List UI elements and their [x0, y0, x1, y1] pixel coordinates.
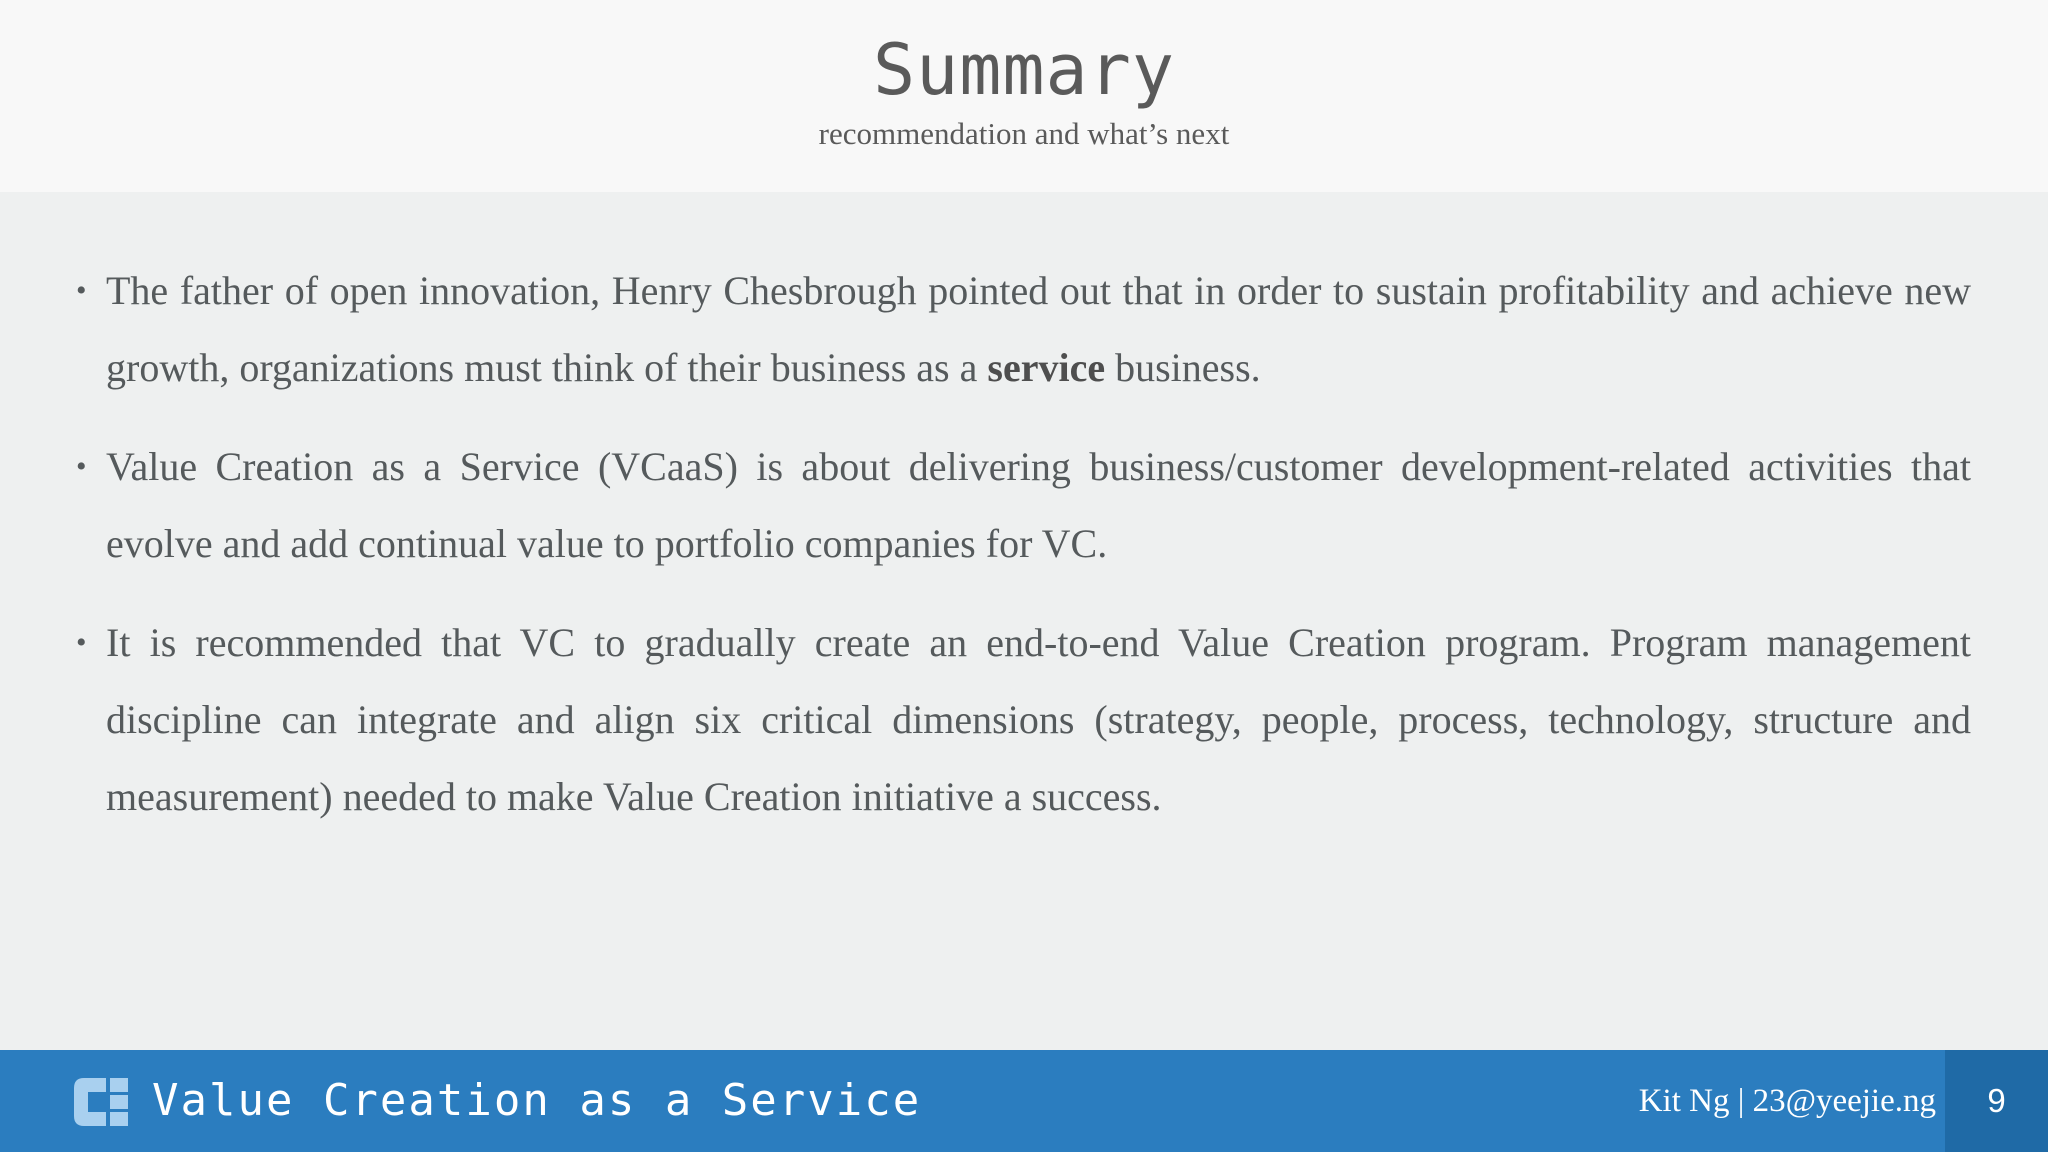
page-number: 9 — [1945, 1050, 2048, 1152]
bullet-list — [76, 252, 1971, 857]
bullet-text-part: business. — [1105, 345, 1261, 390]
bullet-text: It is recommended that VC to gradually create an end-to-end Value Creation program. Program management discipline can integrate and align six critical dimensions (strategy, people, process, technology, structure and measurement) needed to make Value Creation initiative a success. — [106, 620, 1971, 819]
footer-author: Kit Ng | 23@yeejie.ng — [1638, 1083, 1936, 1119]
slide-title: Summary — [872, 29, 1175, 111]
bullet-item-vcaas — [76, 428, 1971, 582]
bullet-bold-word: service — [987, 345, 1106, 390]
bullet-item-recommendation — [76, 604, 1971, 835]
slide-header — [0, 0, 2048, 192]
bullet-text — [106, 268, 1971, 390]
bullet-dot: • — [76, 450, 87, 483]
vc-logo-icon — [74, 1078, 128, 1126]
slide-footer — [0, 1050, 2048, 1152]
bullet-text-part: The father of open innovation, Henry Chesbrough pointed out that in order to sustain profitability and achieve new growth, organizations must think of their business as a — [106, 268, 1971, 390]
footer-title: Value Creation as a Service — [152, 1075, 922, 1126]
bullet-dot: • — [76, 626, 87, 659]
bullet-dot: • — [76, 274, 87, 307]
bullet-text: Value Creation as a Service (VCaaS) is about delivering business/customer development-related activities that evolve and add continual value to portfolio companies for VC. — [106, 444, 1971, 566]
bullet-item-open-innovation — [76, 252, 1971, 406]
slide-subtitle: recommendation and what’s next — [818, 116, 1230, 151]
